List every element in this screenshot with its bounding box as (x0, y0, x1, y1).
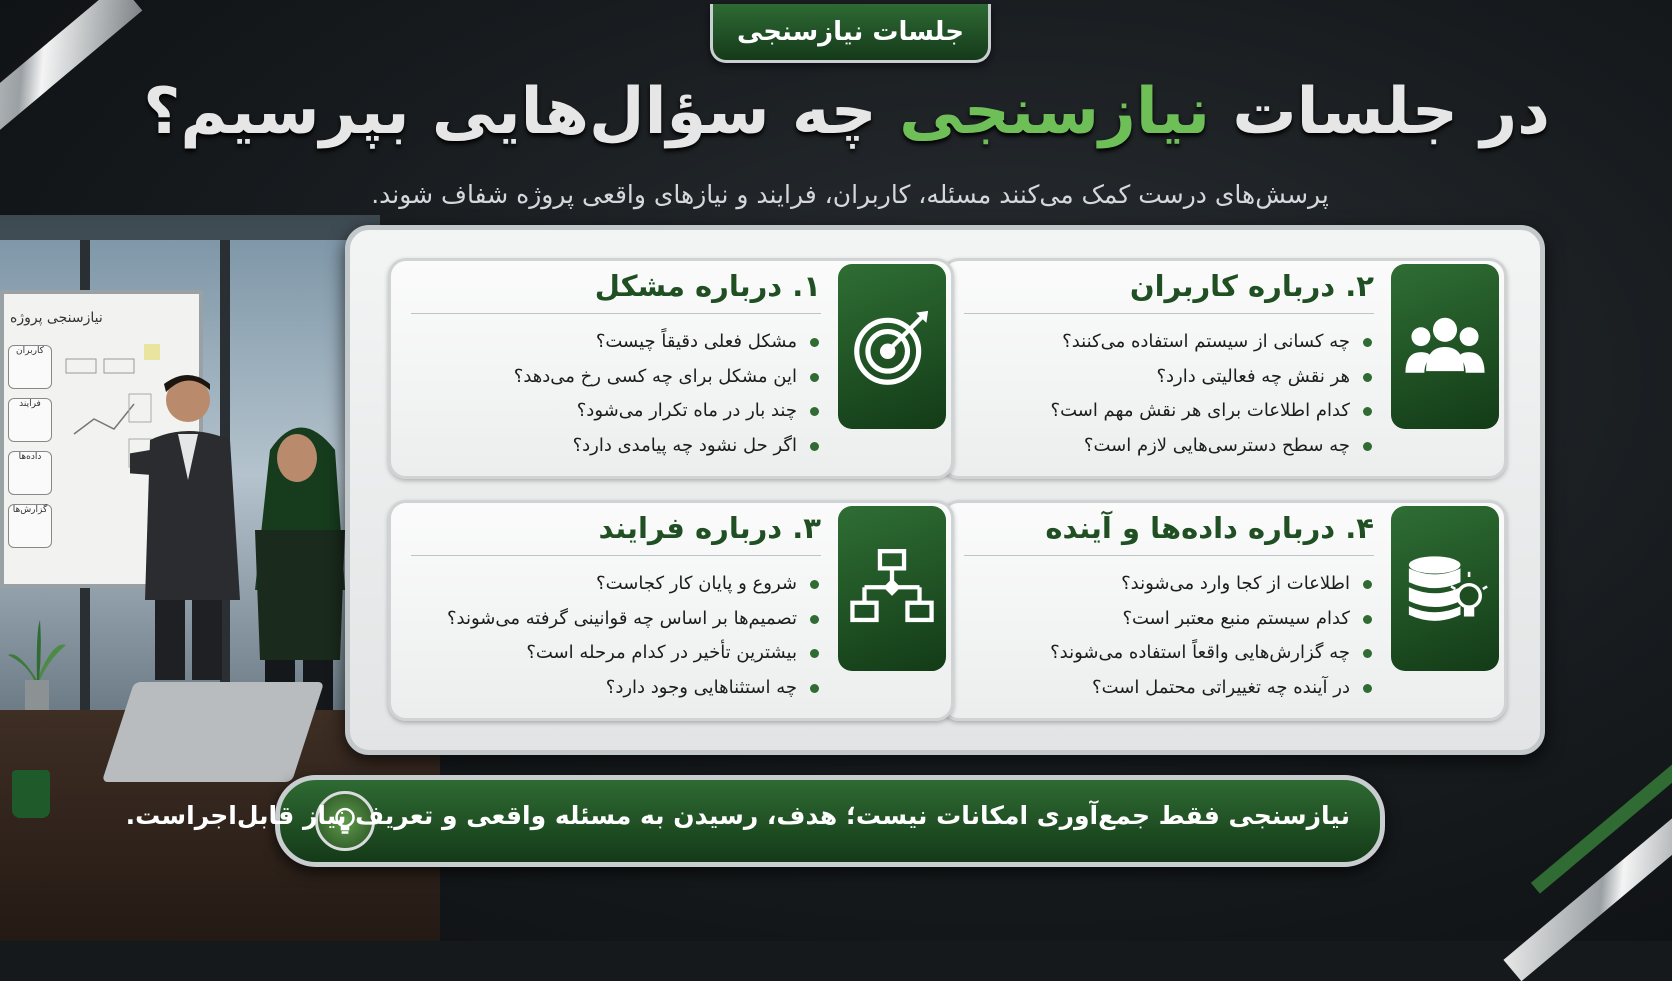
list-item: در آینده چه تغییراتی محتمل است؟ (954, 671, 1374, 706)
question-list (401, 567, 821, 705)
footer-text: نیازسنجی فقط جمع‌آوری امکانات نیست؛ هدف، رسیدن به مسئله واقعی و تعریف نیاز قابل‌اجراست. (125, 801, 1350, 830)
flowchart-icon (838, 506, 946, 671)
footer-banner (125, 775, 1385, 867)
list-item: این مشکل برای چه کسی رخ می‌دهد؟ (401, 360, 821, 395)
list-item: مشکل فعلی دقیقاً چیست؟ (401, 325, 821, 360)
database-lightbulb-icon (1391, 506, 1499, 671)
whiteboard-reports-icon: گزارش‌ها (8, 504, 52, 548)
page-subtitle: پرسش‌های درست کمک می‌کنند مسئله، کاربران، فرایند و نیازهای واقعی پروژه شفاف شوند. (371, 180, 1329, 209)
list-item: بیشترین تأخیر در کدام مرحله است؟ (401, 636, 821, 671)
list-item: کدام اطلاعات برای هر نقش مهم است؟ (954, 394, 1374, 429)
card-title: ۱. درباره مشکل (594, 269, 821, 303)
title-part-1: در جلسات (1210, 75, 1550, 149)
list-item: چه گزارش‌هایی واقعاً استفاده می‌شوند؟ (954, 636, 1374, 671)
plant (8, 620, 66, 710)
divider (964, 555, 1374, 556)
card-process (388, 500, 954, 721)
man-presenter (130, 370, 250, 680)
mug (12, 770, 50, 818)
list-item: چند بار در ماه تکرار می‌شود؟ (401, 394, 821, 429)
card-title: ۲. درباره کاربران (1129, 269, 1374, 303)
list-item: چه کسانی از سیستم استفاده می‌کنند؟ (954, 325, 1374, 360)
target-icon (838, 264, 946, 429)
question-list (954, 325, 1374, 463)
title-highlight: نیازسنجی (899, 75, 1211, 149)
divider (411, 555, 821, 556)
users-icon (1391, 264, 1499, 429)
list-item: چه استثناهایی وجود دارد؟ (401, 671, 821, 706)
list-item: هر نقش چه فعالیتی دارد؟ (954, 360, 1374, 395)
whiteboard-data-icon: داده‌ها (8, 451, 52, 495)
list-item: شروع و پایان کار کجاست؟ (401, 567, 821, 602)
list-item: کدام سیستم منبع معتبر است؟ (954, 602, 1374, 637)
questions-panel (345, 225, 1545, 755)
card-users (941, 258, 1507, 479)
topic-badge: جلسات نیازسنجی (710, 4, 991, 63)
divider (411, 313, 821, 314)
question-list (954, 567, 1374, 705)
divider (964, 313, 1374, 314)
list-item: اطلاعات از کجا وارد می‌شوند؟ (954, 567, 1374, 602)
whiteboard-process-icon: فرایند (8, 398, 52, 442)
title-part-2: چه سؤال‌هایی بپرسیم؟ (143, 75, 900, 149)
card-problem (388, 258, 954, 479)
page-title (143, 75, 1550, 149)
card-data-future (941, 500, 1507, 721)
list-item: اگر حل نشود چه پیامدی دارد؟ (401, 429, 821, 464)
list-item: چه سطح دسترسی‌هایی لازم است؟ (954, 429, 1374, 464)
card-title: ۳. درباره فرایند (598, 511, 821, 545)
card-title: ۴. درباره داده‌ها و آینده (1045, 511, 1374, 545)
list-item: تصمیم‌ها بر اساس چه قوانینی گرفته می‌شوند؟ (401, 602, 821, 637)
laptop (102, 682, 324, 782)
whiteboard-title: نیازسنجی پروژه (10, 310, 103, 326)
question-list (401, 325, 821, 463)
whiteboard-users-icon: کاربران (8, 345, 52, 389)
